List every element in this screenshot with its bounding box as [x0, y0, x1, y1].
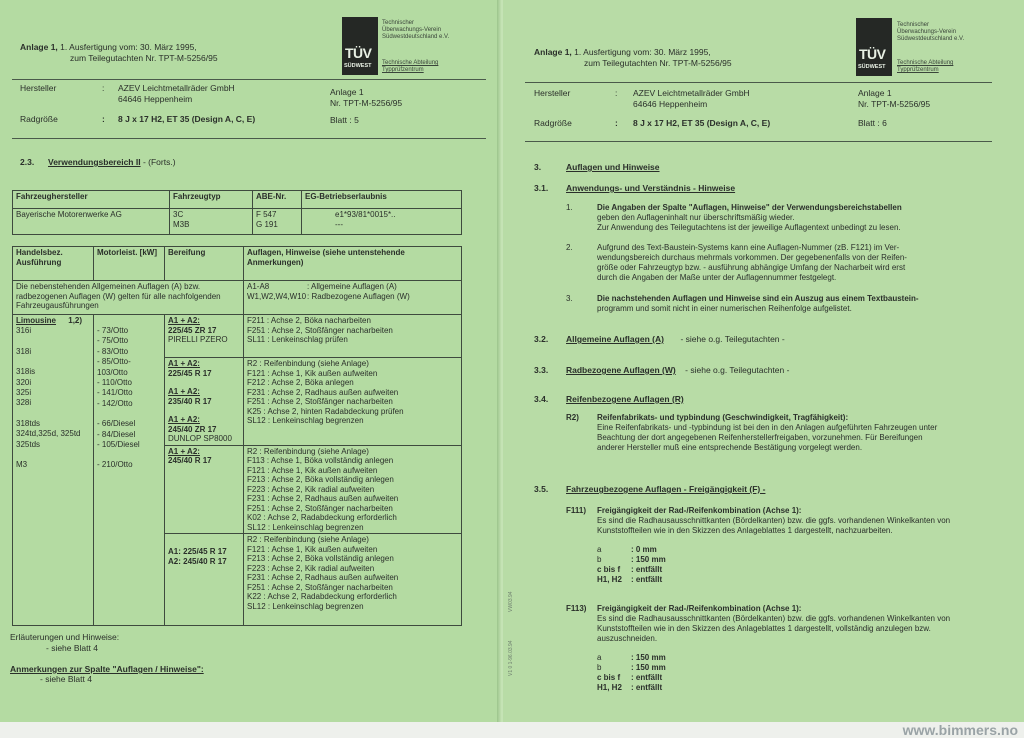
radgroesse-label-r: Radgröße: [534, 118, 572, 128]
point-1: Die Angaben der Spalte "Auflagen, Hinweise" der Verwendungsbereichstabellen geben den Auflageninhalt nur überschriftsmäßig wieder. Zur Anwendung des Teilegutachtens ist der jeweilige Auflagentext unbedingt zu lesen.: [597, 203, 902, 232]
r2-code: R2): [566, 413, 579, 422]
f113-code: F113): [566, 604, 587, 613]
radgroesse-value: 8 J x 17 H2, ET 35 (Design A, C, E): [118, 114, 256, 124]
f113-block: Freigängigkeit der Rad-/Reifenkombination (Achse 1): Es sind die Radhausausschnittkanten (Bördelkanten) bzw. die ggfs. vorhandenen Winkelkanten von Kunststoffteilen wie in den Skizzen des Anlageblattes 1 dargestellt, vollständig anzulegen bzw. auszuschneiden. a : 150 mm b : 150 mm c bis f : entfällt H1, H2 : entfällt: [597, 604, 951, 692]
blatt-number-r: Blatt : 6: [858, 118, 887, 128]
s33-title: Radbezogene Auflagen (W) - siehe o.g. Teilegutachten -: [566, 365, 790, 375]
point-3-num: 3.: [566, 294, 573, 303]
anlage-label: Anlage 1, 1. Ausfertigung vom: 30. März 1995,: [20, 42, 197, 52]
point-1-num: 1.: [566, 203, 573, 212]
bottom-strip: [0, 722, 1024, 738]
r2-block: Reifenfabrikats- und typbindung (Geschwindigkeit, Tragfähigkeit): Eine Reifenfabrikats- und -typbindung ist bei den in den Anlagen aufgeführten Fahrzeugen unter Beachtung der dort angegebenen Reifenherstellerfreigaben, vorzunehmen. Für Bereifungen anderer Hersteller muß eine entsprechende Bestätigung vorgelegt werden.: [597, 413, 938, 452]
tuv-org: Technischer Überwachungs-Verein Südwestdeutschland e.V.: [382, 20, 450, 40]
tuv-dept-r: Technische Abteilung Typprüfzentrum: [897, 60, 954, 73]
tuv-org-r: Technischer Überwachungs-Verein Südwestdeutschland e.V.: [897, 22, 965, 42]
s35-title: Fahrzeugbezogene Auflagen - Freigängigkeit (F) -: [566, 484, 766, 494]
f111-code: F111): [566, 506, 587, 515]
blatt-number: Blatt : 5: [330, 115, 359, 125]
tuv-dept: Technische Abteilung Typprüfzentrum: [382, 60, 439, 73]
point-2: Aufgrund des Text-Baustein-Systems kann eine Auflagen-Nummer (zB. F121) im Ver- wendungsbereich durchaus mehrmals vorkommen. Der gegebenenfalls von der Reifen- größe oder Fahrzeugtyp bzw. - ausführung abhängige Umfang der Nacharbeit wird erst durch die Angaben der Maße unter der Auflagennummer festgelegt.: [597, 243, 907, 282]
hersteller-value: AZEV Leichtmetallräder GmbH 64646 Heppenheim: [118, 83, 235, 104]
print-stamp-1: VW03.94: [508, 591, 514, 612]
erlaeuterungen: Erläuterungen und Hinweise:: [10, 632, 120, 642]
s3-num: 3.: [534, 162, 542, 172]
point-2-num: 2.: [566, 243, 573, 252]
anlage-nr-r: Anlage 1 Nr. TPT-M-5256/95: [858, 88, 931, 109]
s31-num: 3.1.: [534, 183, 549, 193]
section-num: 2.3.: [20, 157, 35, 167]
point-3: Die nachstehenden Auflagen und Hinweise sind ein Auszug aus einem Textbaustein- programm und somit nicht in einer numerischen Reihenfolge aufgelistet.: [597, 294, 919, 313]
hersteller-value-r: AZEV Leichtmetallräder GmbH 64646 Heppenheim: [633, 88, 750, 109]
s32-num: 3.2.: [534, 334, 549, 344]
radgroesse-label: Radgröße: [20, 114, 58, 124]
s31-title: Anwendungs- und Verständnis - Hinweise: [566, 183, 736, 193]
left-page: Anlage 1, 1. Ausfertigung vom: 30. März 1995, zum Teilegutachten Nr. TPT-M-5256/95 TÜV SÜDWEST Technischer Überwachungs-Verein Südwestdeutschland e.V. Technische Abteilung Typprüfzentrum Hersteller : AZEV Leichtmetallräder GmbH 64646 Heppenheim Anlage 1 Nr. TPT-M-5256/95 Radgröße : 8 J x 17 H2, ET 35 (Design A, C, E) Blatt : 5 2.3. Verwendungsbereich II - (Forts.) Fahrzeughersteller Fahrzeugtyp ABE-Nr. EG-Betriebserlaubnis Bayerische Motorenwerke AG 3C M3B F 547 G 191 e1*93/81*0015*.. --- Handelsbez. Ausführung Motorleist. [kW] Bereifung Auflagen, Hinweise (siehe untenstehende Anmerkungen) Die nebenstehenden Allgemeinen Auflagen (A) bzw. radbezogenen Auflagen (W) gelten für alle nachfolgenden Fahrzeugausführungen A1-A8 : Allgemeine Auflagen (A) W1,W2,W4,W10: Radbezogene Auflagen (W) Limousine 1,2) 316i 318i 318is 320i 325i 328i 318tds 324td,325d, 325td 325tds M3 - 73/Otto - 75/Otto - 83/Otto - 85/Otto- 103/Otto - 110/Otto - 141/Otto - 142/Otto - 66/Diesel - 84/Diesel - 105/Diesel - 210/Otto A1 + A2: 225/45 ZR 17 PIRELLI PZERO F211 : Achse 2, Böka nacharbeiten F251 : Achse 2, Stoßfänger nacharbeiten SL11 : Lenkeinschlag prüfen A1 + A2: 225/45 R 17 A1 + A2: 235/40 R 17 A1 + A2: 245/40 ZR 17 DUNLOP SP8000 R2 : Reifenbindung (siehe Anlage) F121 : Achse 1, Kik außen aufweiten F212 : Achse 2, Böka anlegen F231 : Achse 2, Radhaus außen aufweiten F251 : Achse 2, Stoßfänger nacharbeiten K25 : Achse 2, hinten Radabdeckung prüfen SL12 : Lenkeinschlag begrenzen A1 + A2: 245/40 R 17 R2 : Reifenbindung (siehe Anlage) F113 : Achse 1, Böka vollständig anlegen F121 : Achse 1, Kik außen aufweiten F213 : Achse 2, Böka vollständig anlegen F223 : Achse 2, Kik radial aufweiten F231 : Achse 2, Radhaus außen aufweiten F251 : Achse 2, Stoßfänger nacharbeiten K02 : Achse 2, Radabdeckung erforderlich SL12 : Lenkeinschlag begrenzen A1: 225/45 R 17 A2: 245/40 R 17 R2 : Reifenbindung (siehe Anlage) F121 : Achse 1, Kik außen aufweiten F213 : Achse 2, Böka vollständig anlegen F223 : Achse 2, Kik radial aufweiten F231 : Achse 2, Radhaus außen aufweiten F251 : Achse 2, Stoßfänger nacharbeiten K22 : Achse 2, Radabdeckung erforderlich SL12 : Lenkeinschlag begrenzen Erläuterungen und Hinweise: - siehe Blatt 4 Anmerkungen zur Spalte "Auflagen / Hinweise": - siehe Blatt 4: [0, 0, 500, 722]
siehe-blatt-4a: - siehe Blatt 4: [46, 643, 98, 653]
anlage-nr: Anlage 1 Nr. TPT-M-5256/95: [330, 87, 403, 108]
tuv-logo: TÜV SÜDWEST: [342, 17, 378, 75]
hersteller-label: Hersteller: [20, 83, 57, 93]
siehe-blatt-4b: - siehe Blatt 4: [40, 674, 92, 684]
section-title: Verwendungsbereich II - (Forts.): [48, 157, 176, 167]
s35-num: 3.5.: [534, 484, 549, 494]
watermark: www.bimmers.no: [902, 722, 1018, 738]
right-page: Anlage 1, 1. Ausfertigung vom: 30. März 1995, zum Teilegutachten Nr. TPT-M-5256/95 TÜV SÜDWEST Technischer Überwachungs-Verein Südwestdeutschland e.V. Technische Abteilung Typprüfzentrum Hersteller : AZEV Leichtmetallräder GmbH 64646 Heppenheim Anlage 1 Nr. TPT-M-5256/95 Radgröße : 8 J x 17 H2, ET 35 (Design A, C, E) Blatt : 6 3. Auflagen und Hinweise 3.1. Anwendungs- und Verständnis - Hinweise 1. Die Angaben der Spalte "Auflagen, Hinweise" der Verwendungsbereichstabellen geben den Auflageninhalt nur überschriftsmäßig wieder. Zur Anwendung des Teilegutachtens ist der jeweilige Auflagentext unbedingt zu lesen. 2. Aufgrund des Text-Baustein-Systems kann eine Auflagen-Nummer (zB. F121) im Ver- wendungsbereich durchaus mehrmals vorkommen. Der gegebenenfalls von der Reifen- größe oder Fahrzeugtyp bzw. - ausführung abhängige Umfang der Nacharbeit wird erst durch die Angaben der Maße unter der Auflagennummer festgelegt. 3. Die nachstehenden Auflagen und Hinweise sind ein Auszug aus einem Textbaustein- programm und somit nicht in einer numerischen Reihenfolge aufgelistet. 3.2. Allgemeine Auflagen (A) - siehe o.g. Teilegutachten - 3.3. Radbezogene Auflagen (W) - siehe o.g. Teilegutachten - 3.4. Reifenbezogene Auflagen (R) R2) Reifenfabrikats- und typbindung (Geschwindigkeit, Tragfähigkeit): Eine Reifenfabrikats- und -typbindung ist bei den in den Anlagen aufgeführten Fahrzeugen unter Beachtung der dort angegebenen Reifenherstellerfreigaben, vorzunehmen. Für Bereifungen anderer Hersteller muß eine entsprechende Bestätigung vorgelegt werden. 3.5. Fahrzeugbezogene Auflagen - Freigängigkeit (F) - F111) Freigängigkeit der Rad-/Reifenkombination (Achse 1): Es sind die Radhausausschnittkanten (Bördelkanten) bzw. die ggfs. vorhandenen Winkelkanten von Kunststoffteilen wie in den Skizzen des Anlageblattes 1 dargestellt, nachzuarbeiten. a : 0 mm b : 150 mm c bis f : entfällt H1, H2 : entfällt F113) Freigängigkeit der Rad-/Reifenkombination (Achse 1): Es sind die Radhausausschnittkanten (Bördelkanten) bzw. die ggfs. vorhandenen Winkelkanten von Kunststoffteilen wie in den Skizzen des Anlageblattes 1 dargestellt, vollständig anzulegen bzw. auszuschneiden. a : 150 mm b : 150 mm c bis f : entfällt H1, H2 : entfällt VW03.94 V1 0 1-96.03.94: [503, 0, 1024, 722]
teilegutachten-ref-r: zum Teilegutachten Nr. TPT-M-5256/95: [584, 58, 732, 68]
s34-title: Reifenbezogene Auflagen (R): [566, 394, 684, 404]
s33-num: 3.3.: [534, 365, 549, 375]
hersteller-label-r: Hersteller: [534, 88, 571, 98]
s3-title: Auflagen und Hinweise: [566, 162, 660, 172]
tuv-logo-r: TÜV SÜDWEST: [856, 18, 892, 76]
vehicle-table: Fahrzeughersteller Fahrzeugtyp ABE-Nr. EG-Betriebserlaubnis Bayerische Motorenwerke AG 3C M3B F 547 G 191 e1*93/81*0015*.. ---: [12, 190, 462, 235]
radgroesse-value-r: 8 J x 17 H2, ET 35 (Design A, C, E): [633, 118, 771, 128]
main-table: Handelsbez. Ausführung Motorleist. [kW] Bereifung Auflagen, Hinweise (siehe untenstehende Anmerkungen) Die nebenstehenden Allgemeinen Auflagen (A) bzw. radbezogenen Auflagen (W) gelten für alle nachfolgenden Fahrzeugausführungen A1-A8 : Allgemeine Auflagen (A) W1,W2,W4,W10: Radbezogene Auflagen (W) Limousine 1,2) 316i 318i 318is 320i 325i 328i 318tds 324td,325d, 325td 325tds M3 - 73/Otto - 75/Otto - 83/Otto - 85/Otto- 103/Otto - 110/Otto - 141/Otto - 142/Otto - 66/Diesel - 84/Diesel - 105/Diesel - 210/Otto A1 + A2: 225/45 ZR 17 PIRELLI PZERO F211 : Achse 2, Böka nacharbeiten F251 : Achse 2, Stoßfänger nacharbeiten SL11 : Lenkeinschlag prüfen A1 + A2: 225/45 R 17 A1 + A2: 235/40 R 17 A1 + A2: 245/40 ZR 17 DUNLOP SP8000 R2 : Reifenbindung (siehe Anlage) F121 : Achse 1, Kik außen aufweiten F212 : Achse 2, Böka anlegen F231 : Achse 2, Radhaus außen aufweiten F251 : Achse 2, Stoßfänger nacharbeiten K25 : Achse 2, hinten Radabdeckung prüfen SL12 : Lenkeinschlag begrenzen A1 + A2: 245/40 R 17 R2 : Reifenbindung (siehe Anlage) F113 : Achse 1, Böka vollständig anlegen F121 : Achse 1, Kik außen aufweiten F213 : Achse 2, Böka vollständig anlegen F223 : Achse 2, Kik radial aufweiten F231 : Achse 2, Radhaus außen aufweiten F251 : Achse 2, Stoßfänger nacharbeiten K02 : Achse 2, Radabdeckung erforderlich SL12 : Lenkeinschlag begrenzen A1: 225/45 R 17 A2: 245/40 R 17 R2 : Reifenbindung (siehe Anlage) F121 : Achse 1, Kik außen aufweiten F213 : Achse 2, Böka vollständig anlegen F223 : Achse 2, Kik radial aufweiten F231 : Achse 2, Radhaus außen aufweiten F251 : Achse 2, Stoßfänger nacharbeiten K22 : Achse 2, Radabdeckung erforderlich SL12 : Lenkeinschlag begrenzen: [12, 246, 462, 626]
teilegutachten-ref: zum Teilegutachten Nr. TPT-M-5256/95: [70, 53, 218, 63]
anlage-label-r: Anlage 1, 1. Ausfertigung vom: 30. März 1995,: [534, 47, 711, 57]
s34-num: 3.4.: [534, 394, 549, 404]
s32-title: Allgemeine Auflagen (A) - siehe o.g. Teilegutachten -: [566, 334, 785, 344]
f111-block: Freigängigkeit der Rad-/Reifenkombination (Achse 1): Es sind die Radhausausschnittkanten (Bördelkanten) bzw. die ggfs. vorhandenen Winkelkanten von Kunststoffteilen wie in den Skizzen des Anlageblattes 1 dargestellt, nachzuarbeiten. a : 0 mm b : 150 mm c bis f : entfällt H1, H2 : entfällt: [597, 506, 951, 584]
anmerkungen: Anmerkungen zur Spalte "Auflagen / Hinweise":: [10, 664, 204, 674]
print-stamp-2: V1 0 1-96.03.94: [508, 640, 514, 676]
